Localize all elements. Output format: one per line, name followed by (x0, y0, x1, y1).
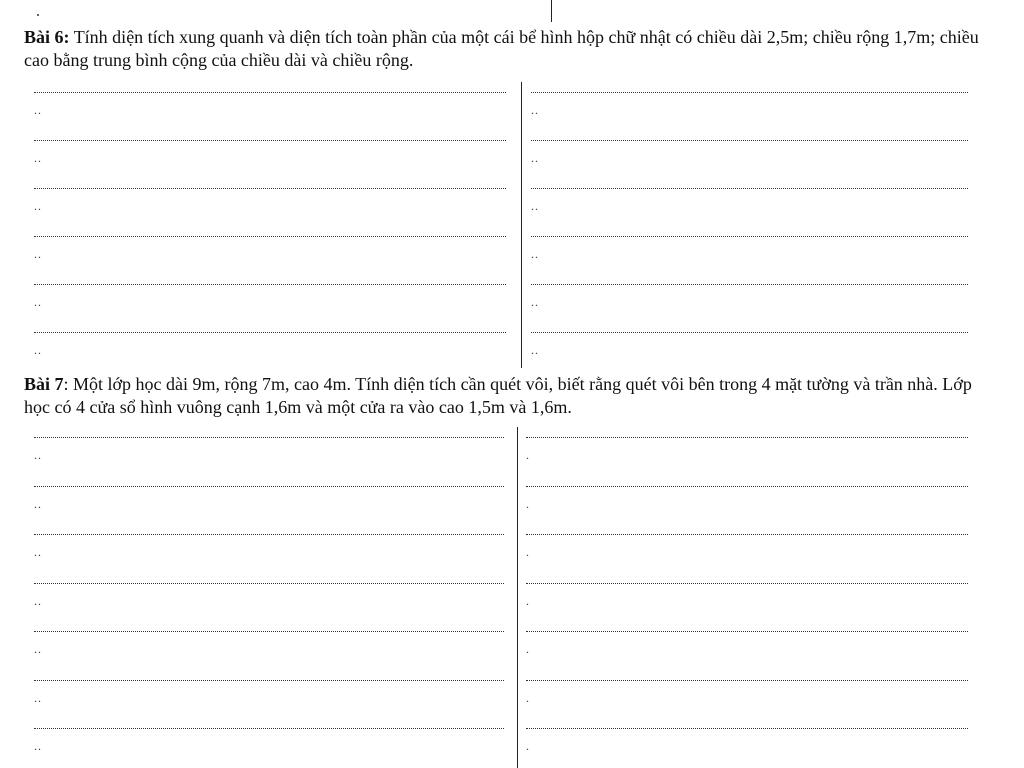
problem-6-text: Tính diện tích xung quanh và diện tích toàn phần của một cái bể hình hộp chữ nhật có chiều dài 2,5m; chiều rộng 1,7m; chiều cao bằng trung bình cộng của chiều dài và chiều rộng. (24, 27, 979, 70)
problem-7-label: Bài 7 (24, 374, 64, 394)
answer-line (531, 236, 968, 237)
problem-6-divider (521, 82, 522, 368)
answer-line-tail: . (526, 739, 530, 753)
answer-line (531, 140, 968, 141)
problem-7 (24, 373, 999, 419)
answer-line (34, 92, 506, 93)
answer-line (34, 188, 506, 189)
problem-6-label: Bài 6: (24, 27, 70, 47)
answer-line-tail: . (526, 593, 530, 608)
answer-line-tail: . (526, 545, 530, 559)
answer-line-tail: .. (34, 199, 42, 213)
answer-line-tail: .. (34, 496, 42, 511)
answer-line-tail: .. (34, 448, 42, 462)
answer-line-tail: .. (34, 642, 42, 656)
answer-line (34, 680, 504, 681)
answer-line-tail: .. (34, 545, 42, 559)
answer-line (34, 728, 504, 729)
answer-line-tail: . (526, 690, 530, 705)
answer-line-tail: .. (34, 151, 42, 165)
problem-6 (24, 26, 999, 72)
answer-line (34, 140, 506, 141)
answer-line (34, 534, 504, 535)
top-divider (551, 0, 552, 22)
stray-mark (37, 14, 39, 16)
answer-line-tail: .. (34, 247, 42, 261)
answer-line (526, 583, 968, 584)
problem-7-text: : Một lớp học dài 9m, rộng 7m, cao 4m. Tính diện tích cần quét vôi, biết rằng quét vôi bên trong 4 mặt tường và trần nhà. Lớp học có 4 cửa sổ hình vuông cạnh 1,6m và một cửa ra vào cao 1,5m và 1,6m. (24, 374, 972, 417)
answer-line (531, 188, 968, 189)
answer-line-tail: . (526, 496, 530, 511)
answer-line-tail: .. (34, 103, 42, 117)
answer-line (526, 631, 968, 632)
answer-line-tail: .. (34, 343, 42, 357)
answer-line-tail: .. (34, 295, 42, 309)
answer-line (531, 332, 968, 333)
answer-line-tail: .. (531, 199, 539, 213)
answer-line-tail: .. (531, 247, 539, 261)
answer-line (34, 437, 504, 438)
answer-line (34, 583, 504, 584)
answer-line-tail: .. (531, 295, 539, 309)
problem-7-divider (517, 427, 518, 768)
answer-line (34, 332, 506, 333)
answer-line-tail: .. (34, 690, 42, 705)
answer-line (34, 236, 506, 237)
answer-line (531, 284, 968, 285)
answer-line-tail: .. (34, 739, 42, 753)
answer-line (526, 437, 968, 438)
problem-6-answer-left (34, 92, 506, 368)
problem-7-answer-left (34, 437, 504, 768)
answer-line-tail: . (526, 642, 530, 656)
answer-line (34, 486, 504, 487)
answer-line-tail: .. (531, 103, 539, 117)
answer-line (34, 284, 506, 285)
answer-line (34, 631, 504, 632)
answer-line-tail: . (526, 448, 530, 462)
answer-line-tail: .. (34, 593, 42, 608)
answer-line (526, 728, 968, 729)
answer-line (526, 486, 968, 487)
answer-line-tail: .. (531, 343, 539, 357)
problem-7-answer-right (526, 437, 968, 768)
answer-line-tail: .. (531, 151, 539, 165)
answer-line (531, 92, 968, 93)
problem-6-answer-right (531, 92, 968, 368)
answer-line (526, 534, 968, 535)
answer-line (526, 680, 968, 681)
